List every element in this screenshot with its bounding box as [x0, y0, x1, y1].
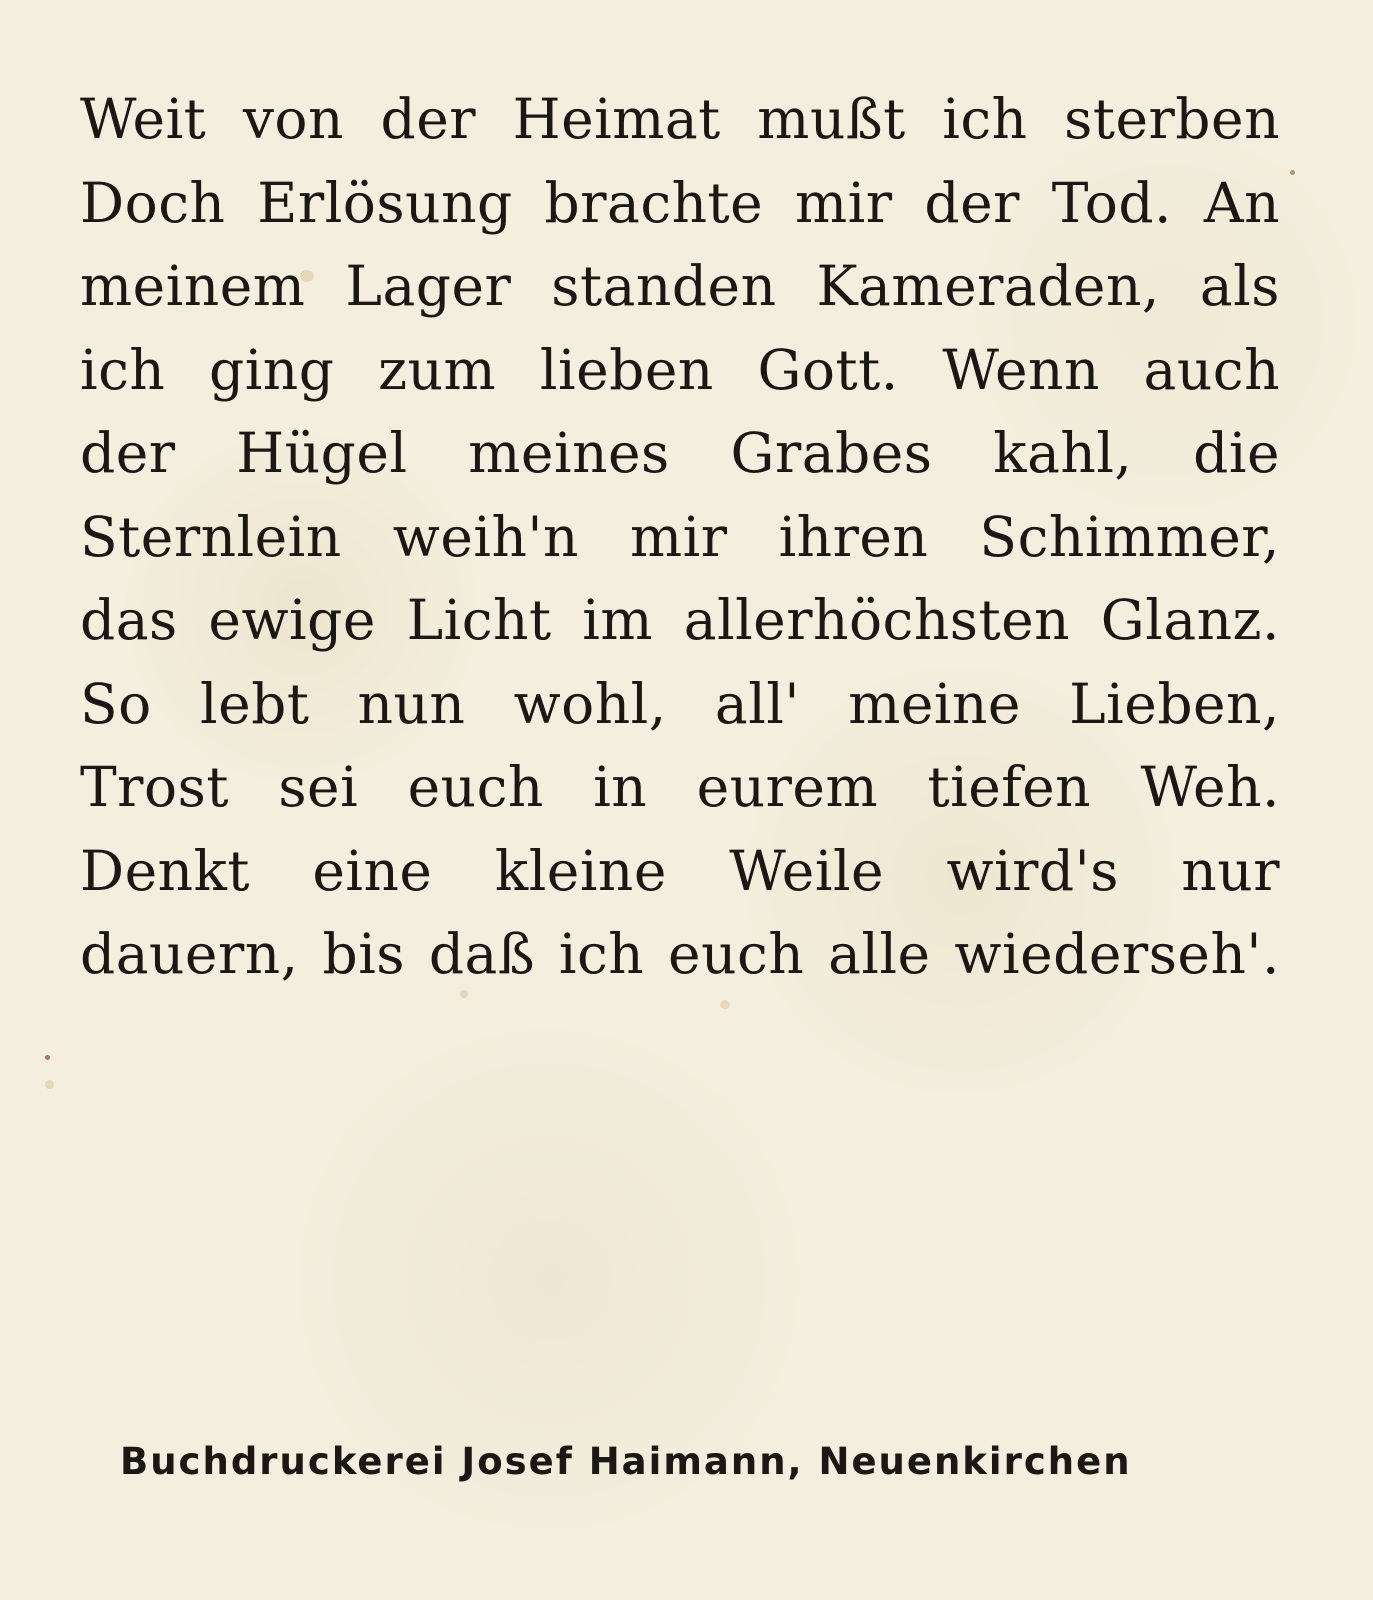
paper-stain — [1290, 170, 1295, 175]
paper-stain — [45, 1055, 50, 1060]
printer-imprint: Buchdruckerei Josef Haimann, Neuenkirchen — [120, 1440, 1132, 1483]
poem-line: der Hügel meines Grabes kahl, die — [80, 421, 1280, 485]
poem-line: Denkt eine kleine Weile wird's nur — [80, 838, 1280, 903]
poem-line: das ewige Licht im allerhöchsten Glanz. — [80, 588, 1280, 652]
paper-stain — [45, 1080, 54, 1089]
poem-line: So lebt nun wohl, all' meine Lieben, — [80, 671, 1280, 736]
poem-line: dauern, bis daß ich euch alle wiederseh'. — [80, 922, 1280, 986]
poem-line: meinem Lager standen Kameraden, als — [80, 254, 1280, 318]
poem-line: Doch Erlösung brachte mir der Tod. An — [80, 170, 1280, 235]
poem-line: Trost sei euch in eurem tiefen Weh. — [80, 755, 1280, 819]
poem-line: Weit von der Heimat mußt ich sterben — [80, 87, 1280, 151]
poem-text — [80, 78, 1280, 997]
poem-line: ich ging zum lieben Gott. Wenn auch — [80, 337, 1280, 402]
poem-line: Sternlein weih'n mir ihren Schimmer, — [80, 504, 1280, 569]
paper-stain — [720, 1000, 730, 1009]
